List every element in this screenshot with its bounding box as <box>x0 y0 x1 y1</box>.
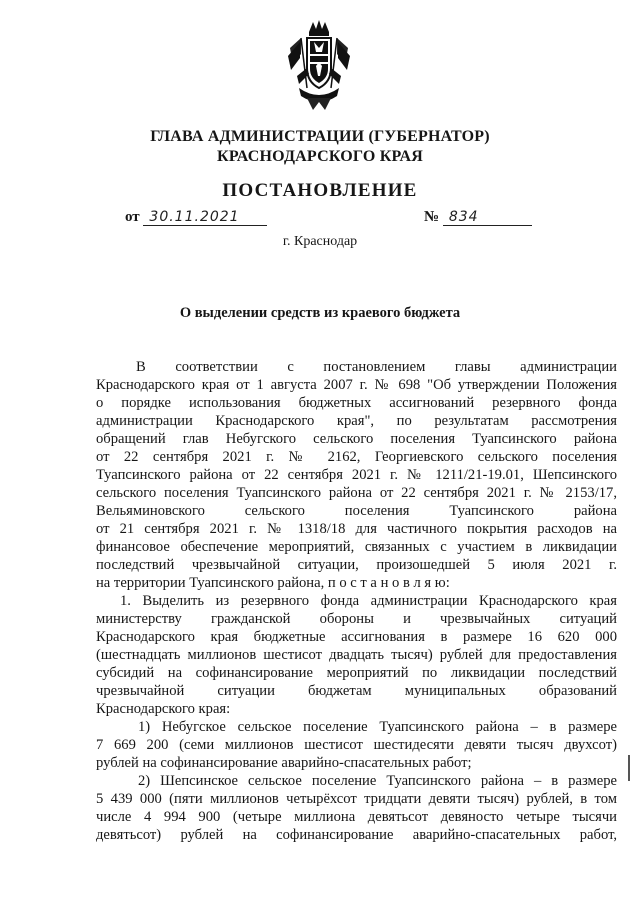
body-line: числе 4 994 900 (четыре миллиона девятьсот девяносто четыре тысячи <box>96 809 617 825</box>
number-prefix-label: № <box>424 209 440 225</box>
body-line: 1. Выделить из резервного фонда администрации Краснодарского края <box>120 593 617 609</box>
document-date <box>125 209 267 226</box>
body-line: министерству гражданской обороны и чрезвычайных ситуаций <box>96 611 617 627</box>
body-line: рублей на софинансирование аварийно-спасательных работ; <box>96 755 472 771</box>
handwritten-date-value: 30.11.2021 <box>143 209 267 226</box>
document-type-heading: ПОСТАНОВЛЕНИЕ <box>222 180 418 201</box>
body-line: Краснодарского края бюджетные ассигнования в размере 16 620 000 <box>96 629 617 645</box>
body-line: 5 439 000 (пяти миллионов четырёхсот тридцати девяти тысяч) рублей, в том <box>96 791 617 807</box>
handwritten-number-value: 834 <box>443 209 532 226</box>
body-line: 2) Шепсинское сельское поселение Туапсинского района – в размере <box>138 773 617 789</box>
body-line: чрезвычайной ситуации бюджетам муниципальных образований <box>96 683 617 699</box>
body-line: администрации Краснодарского края", по результатам рассмотрения <box>96 413 617 429</box>
body-line: финансовое обеспечение мероприятий, связанных с участием в ликвидации <box>96 539 617 555</box>
body-line: от 21 сентября 2021 г. № 1318/18 для частичного покрытия расходов на <box>96 521 617 537</box>
issuing-authority-title-line2: КРАСНОДАРСКОГО КРАЯ <box>217 148 423 165</box>
krasnodar-coat-of-arms-emblem <box>287 18 351 114</box>
document-number <box>424 209 532 226</box>
body-line: субсидий на софинансирование мероприятий по ликвидации последствий <box>96 665 617 681</box>
body-line: В соответствии с постановлением главы администрации <box>136 359 617 375</box>
body-line: Краснодарского края: <box>96 701 231 717</box>
date-prefix-label: от <box>125 209 140 225</box>
document-body <box>96 358 617 844</box>
body-line: 1) Небугское сельское поселение Туапсинского района – в размере <box>138 719 617 735</box>
body-line: Краснодарского края от 1 августа 2007 г. № 698 "Об утверждении Положения <box>96 377 617 393</box>
body-line: девятьсот) рублей на софинансирование аварийно-спасательных работ, <box>96 827 617 843</box>
body-line: обращений глав Небугского сельского поселения Туапсинского района <box>96 431 617 447</box>
body-line: Вельяминовского сельского поселения Туапсинского района <box>96 503 617 519</box>
body-line: сельского поселения Туапсинского района от 22 сентября 2021 г. № 2153/17, <box>96 485 617 501</box>
issuing-authority-title-line1: ГЛАВА АДМИНИСТРАЦИИ (ГУБЕРНАТОР) <box>150 128 490 145</box>
body-line: о порядке использования бюджетных ассигнований резервного фонда <box>96 395 617 411</box>
body-line: от 22 сентября 2021 г. № 2162, Георгиевского сельского поселения <box>96 449 617 465</box>
body-line: последствий чрезвычайной ситуации, произошедшей 5 июля 2021 г. <box>96 557 617 573</box>
scan-margin-mark <box>628 755 630 781</box>
body-line: на территории Туапсинского района, п о с т а н о в л я ю: <box>96 575 450 591</box>
document-subject-title: О выделении средств из краевого бюджета <box>179 305 461 321</box>
body-line: (шестнадцать миллионов шестисот двадцать тысяч) рублей для предоставления <box>96 647 617 663</box>
body-line: 7 669 200 (семи миллионов шестисот шестидесяти девяти тысяч двухсот) <box>96 737 617 753</box>
issue-city: г. Краснодар <box>282 234 358 249</box>
body-line: Туапсинского района от 22 сентября 2021 г. № 1211/21-19.01, Шепсинского <box>96 467 617 483</box>
